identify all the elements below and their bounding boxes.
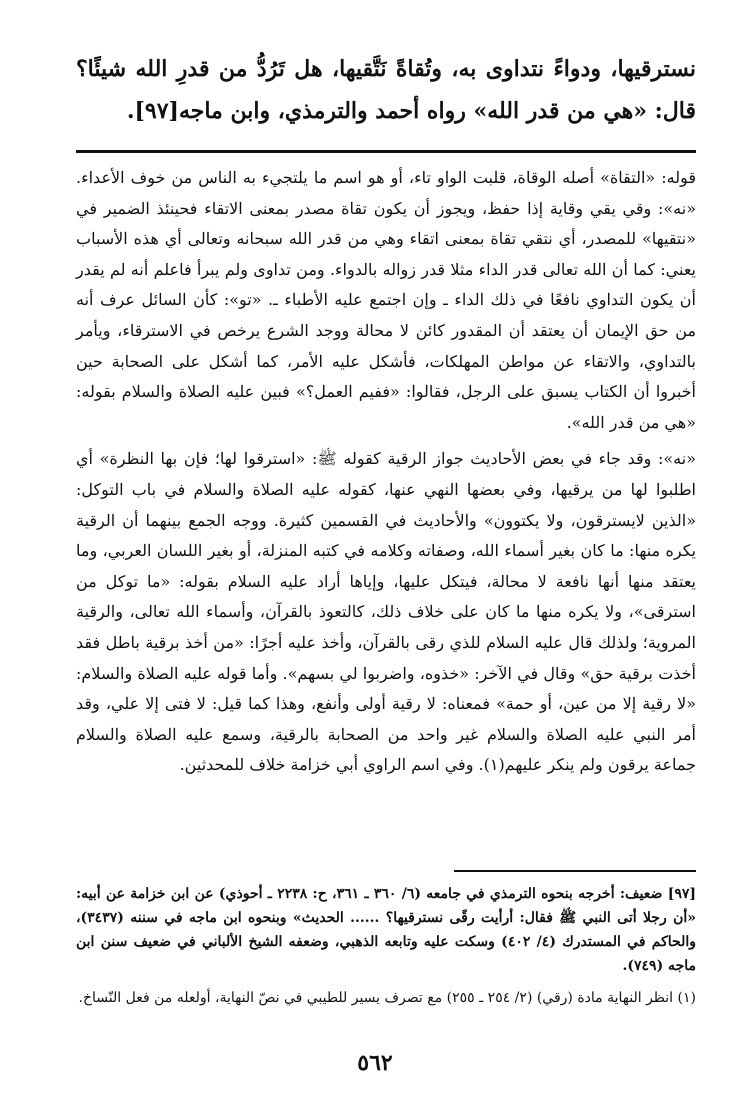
footnote: (١) انظر النهاية مادة (رقي) (٢/ ٢٥٤ ـ ٢٥٥) مع تصرف يسير للطيبي في نصّ النهاية، أولعله من فعل النّساخ. bbox=[78, 990, 696, 1006]
footnotes bbox=[76, 870, 696, 1018]
commentary-paragraph: قوله: «التقاة» أصله الوقاة، قلبت الواو تاء، أو هو اسم ما يلتجيء به الناس من خوف الأعداء. «نه»: وقي يقي وقاية إذا حفظ، ويجوز أن يكون تقاة مصدر بمعنى الاتقاء فحينئذ الضمير في «نتقيها» للمصدر، أي نتقي تقاة بمعنى اتقاء وهي من قدر الله سبحانه وتعالى أي هذه الأسباب يعني: كما أن الله تعالى قدر الداء مثلا قدر زواله بالدواء. ومن تداوى ولم يبرأ فاعلم أنه لم يقدر أن يكون التداوي نافعًا في ذلك الداء ـ وإن اجتمع عليه الأطباء ـ. «تو»: كأن السائل عرف أنه من حق الإيمان أن يعتقد أن المقدور كائن لا محالة ووجد الشرع يرخص في الاسترقاء، ويأمر بالتداوي، والاتقاء عن مواطن المهلكات، فأشكل عليه الأمر، كما أشكل على الصحابة حين أخبروا أن الكتاب يسبق على الرجل، فقالوا: «ففيم العمل؟» فبين عليه الصلاة والسلام بقوله: «هي من قدر الله». bbox=[76, 168, 697, 432]
main-content bbox=[76, 48, 696, 787]
main-divider bbox=[76, 150, 696, 153]
page-number: ٥٦٢ bbox=[357, 1050, 393, 1076]
hadith-text: نسترقيها، ودواءً نتداوى به، وتُقاةً نَتَّقيها، هل تَرُدُّ من قدرِ الله شيئًا؟ قال: «هي من قدر الله» رواه أحمد والترمذي، وابن ماجه[٩٧]. bbox=[76, 56, 696, 124]
footnote: [٩٧] ضعيف: أخرجه بنحوه الترمذي في جامعه (٦/ ٣٦٠ ـ ٣٦١، ح: ٢٢٣٨ ـ أحوذي) عن ابن خزامة عن أبيه: «أن رجلا أتى النبي ﷺ فقال: أرأيت رقًى نسترقيها؟ ...... الحديث» وبنحوه ابن ماجه في سننه (٣٤٣٧)، والحاكم في المستدرك (٤/ ٤٠٢) وسكت عليه وتابعه الذهبي، وضعفه الشيخ الألباني في ضعيف سنن ابن ماجه (٧٤٩). bbox=[76, 886, 697, 974]
commentary-paragraph: «نه»: وقد جاء في بعض الأحاديث جواز الرقية كقوله ﷺ: «استرقوا لها؛ فإن بها النظرة» أي اطلبوا لها من يرقيها، وفي بعضها النهي عنها، كقوله عليه الصلاة والسلام في باب التوكل: «الذين لايسترقون، ولا يكتوون» والأحاديث في القسمين كثيرة. ووجه الجمع بينهما أن الرقية يكره منها: ما كان بغير أسماء الله، وصفاته وكلامه في كتبه المنزلة، أو بغير اللسان العربي، وما يعتقد منها أنها نافعة لا محالة، فيتكل عليها، وإياها أراد عليه السلام بقوله: «ما توكل من استرقى»، ولا يكره منها ما كان على خلاف ذلك، كالتعوذ بالقرآن، وأسماء الله تعالى، والرقية المروية؛ ولذلك قال عليه السلام للذي رقى بالقرآن، وأخذ عليه أجرًا: «من أخذ برقية باطل فقد أخذت برقية حق» وقال في الآخر: «خذوه، واضربوا لي بسهم». وأما قوله عليه الصلاة والسلام: «لا رقية إلا من عين، أو حمة» فمعناه: لا رقية أولى وأنفع، وهذا كما قيل: لا فتى إلا علي، وقد أمر النبي عليه الصلاة والسلام غير واحد من الصحابة بالرقية، وسمع عليه الصلاة والسلام جماعة يرقون ولم ينكر عليهم(١). وفي اسم الراوي أبي خزامة خلاف للمحدثين. bbox=[76, 449, 696, 775]
footnote-divider bbox=[454, 870, 696, 872]
commentary bbox=[76, 163, 696, 781]
